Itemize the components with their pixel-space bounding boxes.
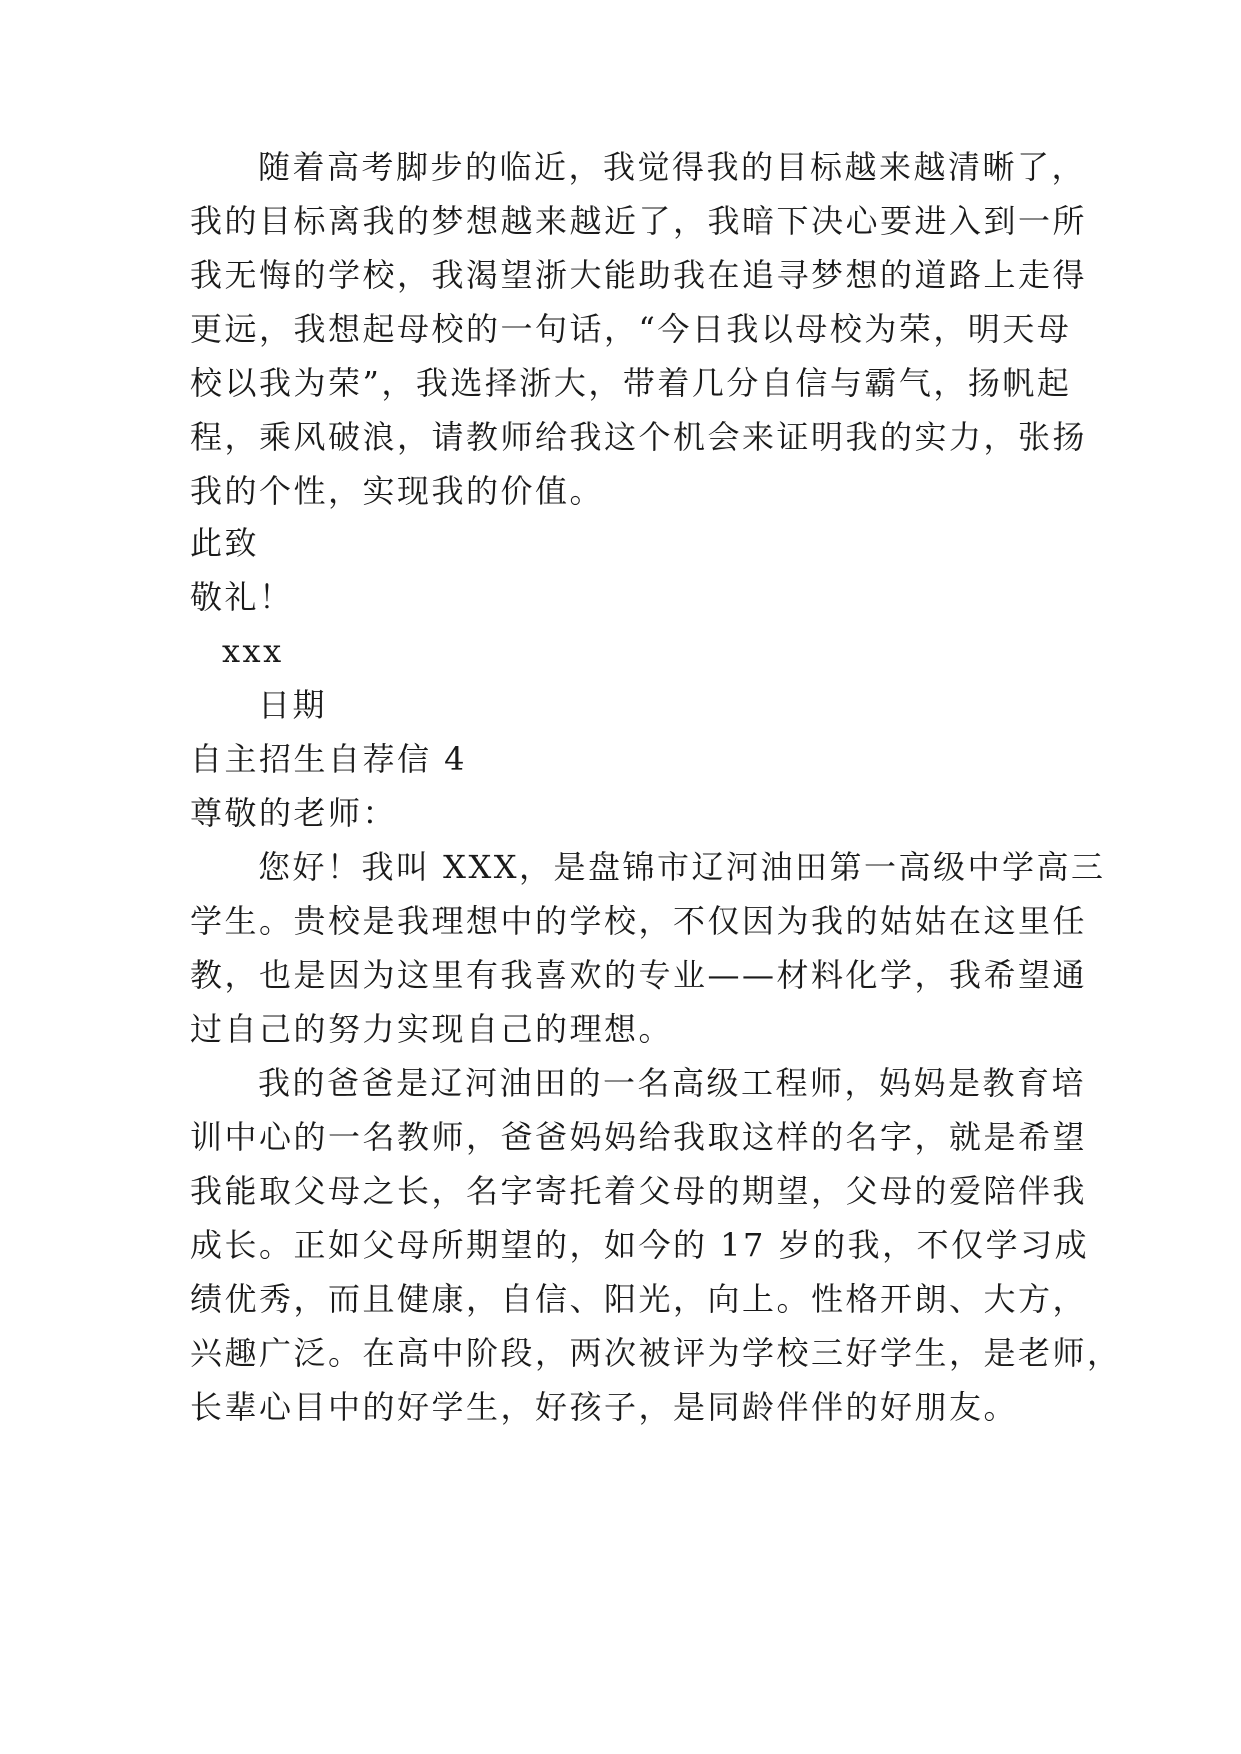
paragraph-line: 绩优秀，而且健康，自信、阳光，向上。性格开朗、大方，: [190, 1280, 1088, 1318]
signature-name: xxx: [222, 632, 284, 670]
paragraph-line: 长辈心目中的好学生，好孩子，是同龄伴伴的好朋友。: [190, 1388, 1019, 1426]
paragraph-line: 成长。正如父母所期望的，如今的 17 岁的我，不仅学习成: [190, 1226, 1090, 1264]
paragraph-line: 程，乘风破浪，请教师给我这个机会来证明我的实力，张扬: [190, 418, 1088, 456]
paragraph-line: 校以我为荣”，我选择浙大，带着几分自信与霸气，扬帆起: [190, 364, 1072, 402]
paragraph-line: 更远，我想起母校的一句话，“今日我以母校为荣，明天母: [190, 310, 1072, 348]
paragraph-line: 我无悔的学校，我渴望浙大能助我在追寻梦想的道路上走得: [190, 256, 1088, 294]
paragraph-line: 我能取父母之长，名字寄托着父母的期望，父母的爱陪伴我: [190, 1172, 1088, 1210]
greeting: 尊敬的老师：: [190, 794, 398, 832]
paragraph-line: 我的个性，实现我的价值。: [190, 472, 605, 510]
paragraph-line: 我的爸爸是辽河油田的一名高级工程师，妈妈是教育培: [258, 1064, 1087, 1102]
paragraph-line: 过自己的努力实现自己的理想。: [190, 1010, 674, 1048]
section-title: 自主招生自荐信 4: [190, 740, 468, 778]
paragraph-line: 教，也是因为这里有我喜欢的专业——材料化学，我希望通: [190, 956, 1088, 994]
paragraph-line: 随着高考脚步的临近，我觉得我的目标越来越清晰了，: [258, 148, 1087, 186]
paragraph-line: 训中心的一名教师，爸爸妈妈给我取这样的名字，就是希望: [190, 1118, 1088, 1156]
closing-salutation: 此致: [190, 524, 260, 562]
paragraph-line: 我的目标离我的梦想越来越近了，我暗下决心要进入到一所: [190, 202, 1088, 240]
closing-regards: 敬礼！: [190, 578, 294, 616]
paragraph-line: 兴趣广泛。在高中阶段，两次被评为学校三好学生，是老师，: [190, 1334, 1122, 1372]
paragraph-line: 学生。贵校是我理想中的学校，不仅因为我的姑姑在这里任: [190, 902, 1088, 940]
paragraph-line: 您好！我叫 XXX，是盘锦市辽河油田第一高级中学高三: [258, 848, 1106, 886]
signature-date: 日期: [258, 686, 328, 724]
